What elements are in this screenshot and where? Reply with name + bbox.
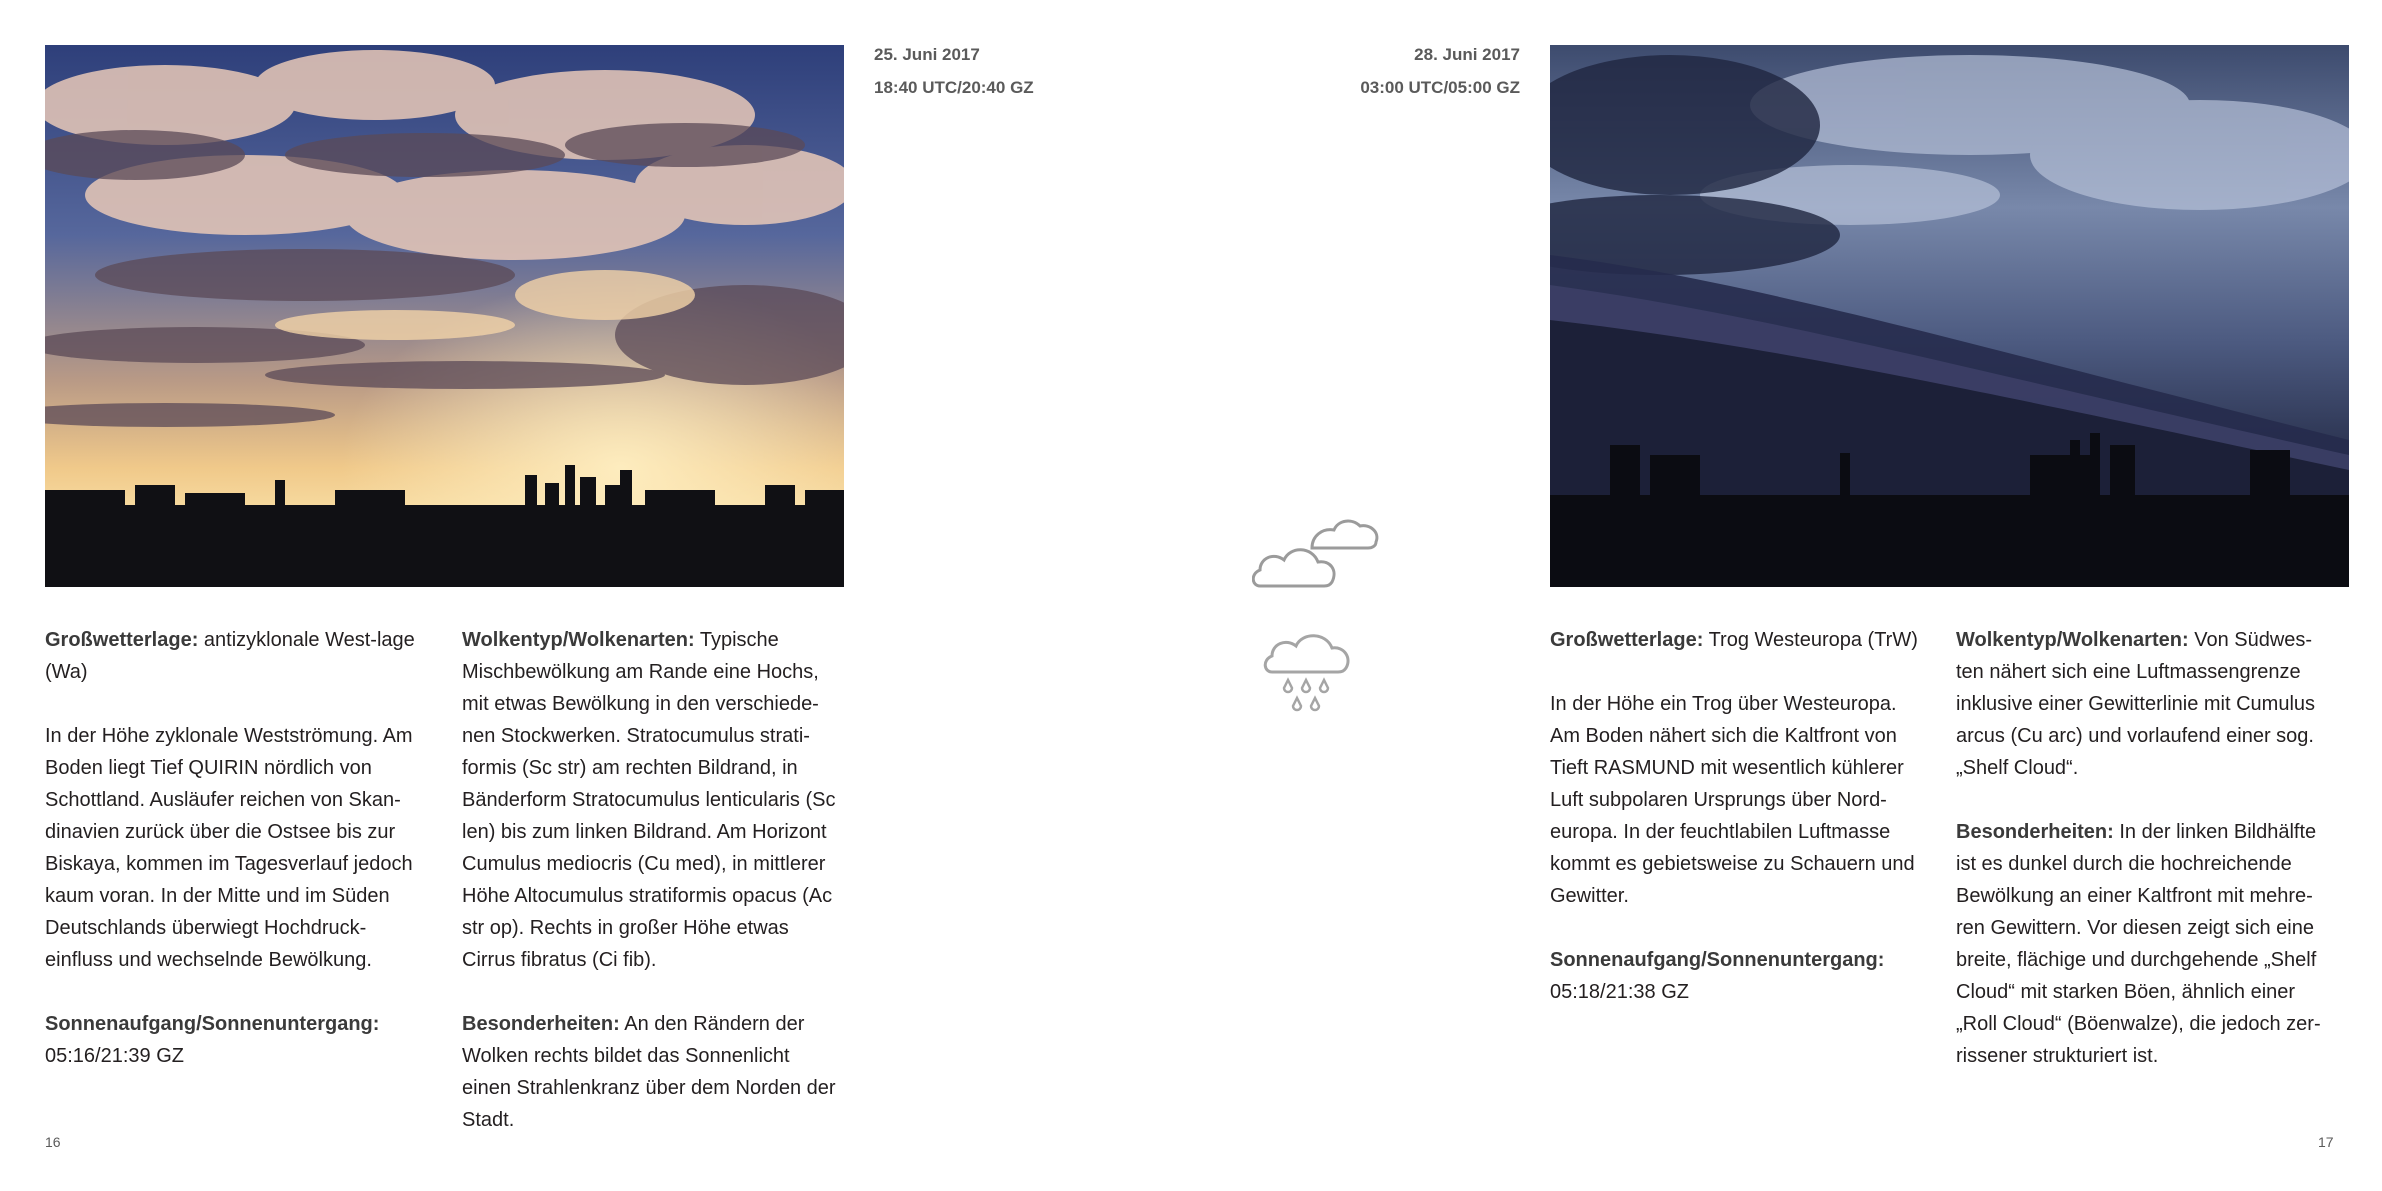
left-besonderheiten: Besonderheiten: An den Rändern der Wolken rechts bildet das Sonnenlicht einen Strahlenkranz über dem Norden der Stadt. (462, 1013, 836, 1131)
rain-icon (1262, 628, 1352, 728)
right-column-1 (1550, 624, 1930, 1040)
right-grosswetterlage: Großwetterlage: Trog Westeuropa (TrW) (1550, 629, 1918, 651)
photo-sunset-clouds (45, 45, 844, 587)
right-date: 28. Juni 2017 (1414, 45, 1520, 64)
left-sun: Sonnenaufgang/Sonnenuntergang: 05:16/21:39 GZ (45, 1013, 380, 1067)
photo-shelf-cloud (1550, 45, 2349, 587)
page-number-right: 17 (2318, 1134, 2334, 1150)
left-date-block (874, 38, 1034, 104)
left-date: 25. Juni 2017 (874, 45, 980, 64)
left-time: 18:40 UTC/20:40 GZ (874, 78, 1034, 97)
right-besonderheiten: Besonderheiten: In der linken Bildhälfte ist es dunkel durch die hochreichende Bewölkung an einer Kaltfront mit mehre-ren Gewittern. Vor diesen zeigt sich eine breite, flächige und durchgehende „Shelf Cloud“ mit starken Böen, ähnlich einer „Roll Cloud“ (Böenwalze), die jedoch zer-rissener strukturiert ist. (1956, 821, 2321, 1067)
right-wolkentyp: Wolkentyp/Wolkenarten: Von Südwes-ten nähert sich eine Luftmassengrenze inklusive einer Gewitterlinie mit Cumulus arcus (Cu arc) und vorlaufend einer sog. „Shelf Cloud“. (1956, 629, 2316, 779)
left-column-2 (462, 624, 842, 1168)
right-time: 03:00 UTC/05:00 GZ (1360, 78, 1520, 97)
right-sun: Sonnenaufgang/Sonnenuntergang: 05:18/21:38 GZ (1550, 949, 1885, 1003)
left-grosswetterlage: Großwetterlage: antizyklonale West-lage (Wa) (45, 629, 415, 683)
right-description: In der Höhe ein Trog über Westeuropa. Am Boden nähert sich die Kaltfront von Tieft RASMUND mit wesentlich kühlerer Luft subpolaren Ursprungs über Nord-europa. In der feuchtlabilen Luftmasse kommt es gebietsweise zu Schauern und Gewitter. (1550, 693, 1915, 907)
page-number-left: 16 (45, 1134, 61, 1150)
right-date-block (1300, 38, 1520, 104)
left-column-1 (45, 624, 425, 1104)
partly-cloudy-icon (1252, 508, 1382, 598)
right-column-2 (1956, 624, 2336, 1104)
left-description: In der Höhe zyklonale Westströmung. Am Boden liegt Tief QUIRIN nördlich von Schottland. Ausläufer reichen von Skan-dinavien zurück über die Ostsee bis zur Biskaya, kommen im Tagesverlauf jedoch kaum voran. In der Mitte und im Süden Deutschlands überwiegt Hochdruck-einfluss und wechselnde Bewölkung. (45, 725, 413, 971)
left-wolkentyp: Wolkentyp/Wolkenarten: Typische Mischbewölkung am Rande eine Hochs, mit etwas Bewölkung in den verschiede-nen Stockwerken. Stratocumulus strati-formis (Sc str) am rechten Bildrand, in Bänderform Stratocumulus lenticularis (Sc len) bis zum linken Bildrand. Am Horizont Cumulus mediocris (Cu med), in mittlerer Höhe Altocumulus stratiformis opacus (Ac str op). Rechts in großer Höhe etwas Cirrus fibratus (Ci fib). (462, 629, 836, 971)
